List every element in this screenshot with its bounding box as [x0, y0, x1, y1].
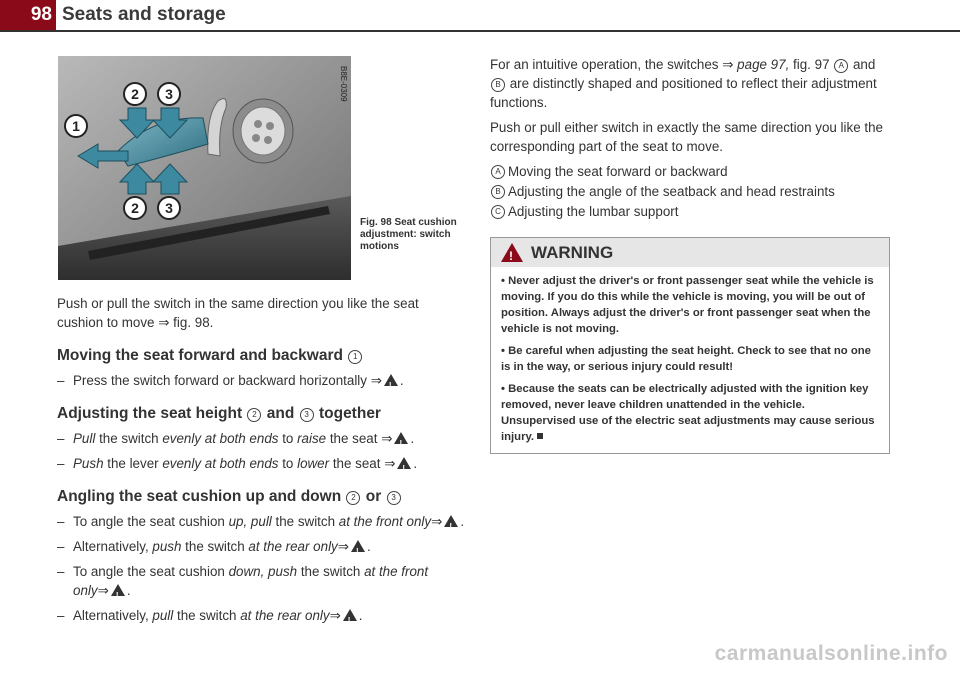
warning-ref-icon[interactable]: [111, 584, 125, 596]
warning-ref-icon[interactable]: [394, 432, 408, 444]
warning-triangle-icon: [501, 243, 523, 262]
warning-ref-icon[interactable]: [444, 515, 458, 527]
heading-seat-height: Adjusting the seat height 2 and 3 together: [57, 405, 381, 422]
step-angle-up-rear: – Alternatively, push the switch at the rear only⇒! .: [57, 537, 467, 556]
warning-bullet: • Never adjust the driver's or front passenger seat while the vehicle is moving. If you do this while the vehicle is moving, you will be out of position. Always adjust the driver's or front passenger seat when the vehicle is not moving.: [501, 275, 874, 335]
list-item: C Adjusting the lumbar support: [490, 202, 890, 221]
section-end-mark: [537, 433, 543, 439]
figure-reference-link[interactable]: ⇒ fig. 98.: [158, 315, 214, 330]
step-lower-seat: – Push the lever evenly at both ends to lower the seat ⇒! .: [57, 454, 467, 473]
step-angle-down-front: – To angle the seat cushion down, push the switch at the front only⇒! .: [57, 562, 467, 600]
callout-2-bottom: 2: [131, 200, 139, 216]
warning-ref-icon[interactable]: [343, 609, 357, 621]
callout-2-top: 2: [131, 86, 139, 102]
callout-1: 1: [72, 118, 80, 134]
header-rule: [0, 30, 960, 32]
warning-box: [490, 237, 890, 454]
page-number: 98: [0, 0, 56, 30]
callout-3-top: 3: [165, 86, 173, 102]
warning-title: WARNING: [531, 243, 614, 262]
warning-header: [491, 238, 889, 267]
warning-body: [491, 267, 889, 453]
callout-ref-1: 1: [348, 350, 362, 364]
right-column: [490, 55, 890, 454]
switch-function-list: [490, 162, 890, 221]
intuitive-operation-paragraph: For an intuitive operation, the switches ⇒ page 97, fig. 97 A and B are distinctly shaped and positioned to reflect their adjustment functions.: [490, 57, 877, 110]
figure-caption: Fig. 98 Seat cushion adjustment: switch motions: [360, 217, 457, 252]
step-raise-seat: – Pull the switch evenly at both ends to raise the seat ⇒! .: [57, 429, 467, 448]
left-column: [57, 294, 467, 631]
list-item: A Moving the seat forward or backward: [490, 162, 890, 181]
section-title: Seats and storage: [62, 4, 226, 25]
heading-angle-cushion: Angling the seat cushion up and down 2 or 3: [57, 487, 467, 506]
watermark: carmanualsonline.info: [714, 642, 948, 665]
page-reference-link[interactable]: ⇒ page 97,: [722, 57, 790, 72]
step-angle-up-front: – To angle the seat cushion up, pull the switch at the front only⇒! .: [57, 512, 467, 531]
step-move-horizontal: – Press the switch forward or backward horizontally ⇒! .: [57, 371, 467, 390]
warning-ref-icon[interactable]: [351, 540, 365, 552]
warning-bullet: • Because the seats can be electrically adjusted with the ignition key removed, never leave children unattended in the vehicle. Unsupervised use of the electric seat adjustments may cause serious injury.: [501, 383, 875, 443]
seat-switch-figure: [58, 56, 351, 280]
step-angle-down-rear: – Alternatively, pull the switch at the rear only⇒! .: [57, 606, 467, 625]
intro-paragraph: Push or pull the switch in the same direction you like the seat cushion to move ⇒ fig. 98.: [57, 296, 419, 330]
warning-ref-icon[interactable]: [397, 457, 411, 469]
image-code: B8E-0309: [339, 66, 348, 102]
warning-ref-icon[interactable]: [384, 374, 398, 386]
warning-bullet: • Be careful when adjusting the seat height. Check to see that no one is in the way, or serious injury could result!: [501, 345, 871, 373]
seat-switch-illustration: [58, 56, 351, 280]
list-item: B Adjusting the angle of the seatback and head restraints: [490, 182, 890, 201]
callout-3-bottom: 3: [165, 200, 173, 216]
push-pull-paragraph: Push or pull either switch in exactly the same direction you like the corresponding part of the seat to move.: [490, 120, 883, 154]
heading-move-forward-backward: Moving the seat forward and backward 1: [57, 346, 467, 365]
